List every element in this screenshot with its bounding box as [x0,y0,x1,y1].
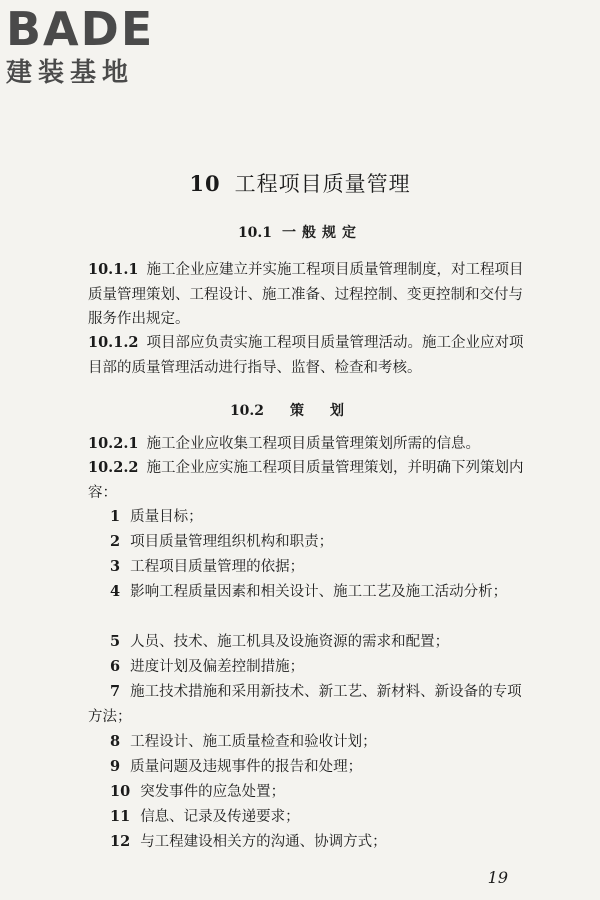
section-number: 10.1 [237,225,273,241]
item-number: 10 [110,783,131,800]
item-number: 1 [110,508,121,525]
clause-text: 项目部应负责实施工程项目质量管理活动。施工企业应对项目部的质量管理活动进行指导、监督、检查和考核。 [88,335,524,376]
section-number: 10.2 [229,403,265,419]
item-text: 人员、技术、施工机具及设施资源的需求和配置； [130,634,450,650]
section-title-10-1 [0,222,600,242]
item-number: 2 [110,533,121,550]
item-text: 质量目标； [130,509,203,525]
clause-number: 10.1.1 [88,261,139,278]
clause-10-2-2 [88,456,533,505]
list-item [88,680,533,729]
list-item [88,755,533,780]
list-item [88,805,533,830]
list-item [88,830,533,855]
logo-wordmark: BADE [6,2,155,56]
clause-10-2-1 [88,432,533,457]
chapter-number: 10 [189,171,221,196]
list-item [88,780,533,805]
item-text: 进度计划及偏差控制措施； [130,659,305,675]
clause-number: 10.1.2 [88,334,139,351]
item-number: 9 [110,758,121,775]
item-text: 突发事件的应急处置； [140,784,286,800]
list-item [88,655,533,680]
list-item [88,505,533,530]
item-text: 项目质量管理组织机构和职责； [130,534,334,550]
item-number: 5 [110,633,121,650]
chapter-name: 工程项目质量管理 [234,172,411,196]
item-text: 工程项目质量管理的依据； [130,559,305,575]
clause-text: 施工企业应实施工程项目质量管理策划，并明确下列策划内容： [88,460,524,501]
list-item [88,580,533,605]
clause-number: 10.2.2 [88,459,139,476]
item-number: 7 [110,683,121,700]
item-number: 8 [110,733,121,750]
bade-logo [6,4,176,90]
clause-number: 10.2.1 [88,435,139,452]
item-number: 6 [110,658,121,675]
item-text: 影响工程质量因素和相关设计、施工工艺及施工活动分析； [130,584,508,600]
clause-text: 施工企业应建立并实施工程项目质量管理制度，对工程项目质量管理策划、工程设计、施工准备、过程控制、变更控制和交付与服务作出规定。 [88,262,524,327]
item-number: 11 [110,808,131,825]
item-text: 信息、记录及传递要求； [140,809,300,825]
item-number: 4 [110,583,121,600]
clause-10-1-2 [88,331,533,380]
clause-text: 施工企业应收集工程项目质量管理策划所需的信息。 [146,436,480,452]
item-text: 工程设计、施工质量检查和验收计划； [130,734,377,750]
item-text: 与工程建设相关方的沟通、协调方式； [140,834,387,850]
list-item [88,730,533,755]
section-title-10-2 [0,400,600,420]
list-item [88,630,533,655]
item-number: 3 [110,558,121,575]
list-item [88,555,533,580]
item-text: 施工技术措施和采用新技术、新工艺、新材料、新设备的专项方法； [88,684,522,725]
chapter-title [0,168,600,198]
item-number: 12 [110,833,131,850]
list-item [88,530,533,555]
clause-10-1-1 [88,258,533,332]
section-name: 一般规定 [282,225,363,241]
section-name: 策划 [290,403,371,419]
page-number: 19 [487,868,508,887]
item-text: 质量问题及违规事件的报告和处理； [130,759,363,775]
logo-subtitle: 建装基地 [6,58,135,88]
